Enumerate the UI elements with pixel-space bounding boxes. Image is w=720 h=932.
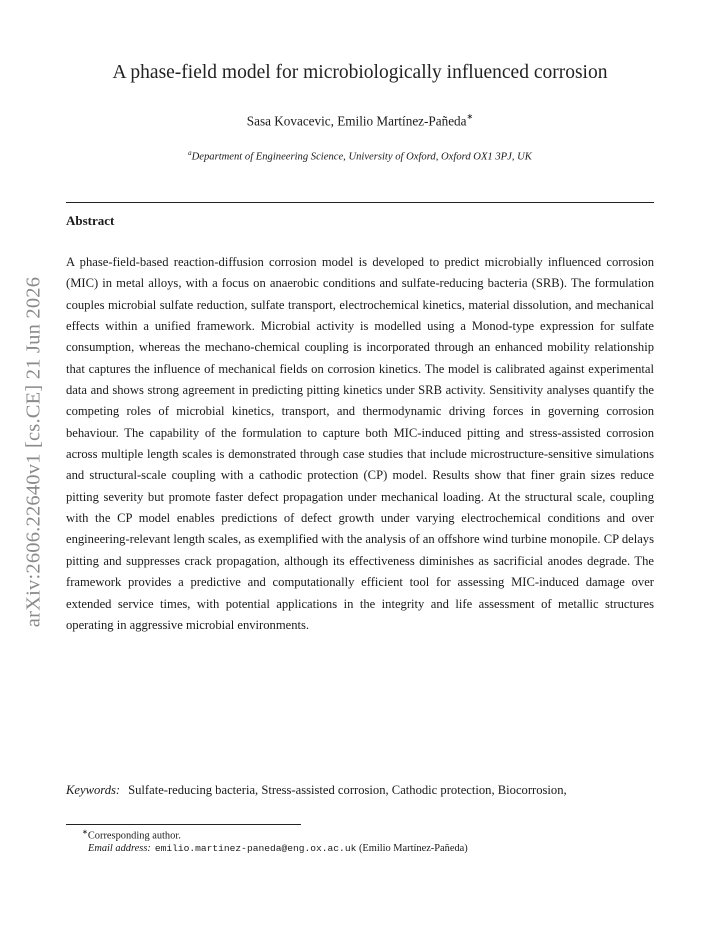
keywords-text: Sulfate-reducing bacteria, Stress-assisted corrosion, Cathodic protection, Biocorrosion, (128, 783, 567, 797)
corresponding-author-footnote (82, 828, 181, 841)
keywords-label: Keywords: (66, 783, 121, 797)
keywords-line (66, 783, 666, 798)
affiliation (66, 149, 654, 163)
abstract-heading: Abstract (66, 213, 115, 228)
author-list (66, 113, 654, 129)
arxiv-identifier-stamp: arXiv:2606.22640v1 [cs.CE] 21 Jun 2026 (22, 276, 45, 628)
corresponding-author-mark: ∗ (466, 112, 474, 121)
affiliation-mark: a (188, 149, 192, 157)
affiliation-text: Department of Engineering Science, University of Oxford, Oxford OX1 3PJ, UK (191, 151, 532, 163)
author-names: Sasa Kovacevic, Emilio Martínez-Pañeda (246, 113, 467, 129)
paper-title: A phase-field model for microbiologically influenced corrosion (112, 62, 608, 83)
footnote-text: Corresponding author. (87, 830, 181, 842)
email-owner: (Emilio Martínez-Pañeda) (358, 843, 468, 854)
email-footnote (88, 843, 468, 854)
footnote-rule (66, 824, 301, 825)
abstract-top-rule (66, 202, 654, 203)
email-address-link[interactable]: emilio.martinez-paneda@eng.ox.ac.uk (154, 843, 357, 854)
abstract-body: A phase-field-based reaction-diffusion corrosion model is developed to predict microbially influenced corrosion (MIC) in metal alloys, with a focus on anaerobic conditions and sulfate-reducing bacteria (SRB). The formulation couples microbial sulfate reduction, sulfate transport, electrochemical kinetics, material dissolution, and mechanical effects within a unified framework. Microbial activity is modelled using a Monod-type expression for sulfate consumption, whereas the mechano-chemical coupling is incorporated through an enhanced mobility relationship that captures the influence of mechanical fields on corrosion kinetics. The model is calibrated against experimental data and shows strong agreement in predicting pitting kinetics under SRB activity. Sensitivity analyses quantify the competing roles of microbial kinetics, transport, and thermodynamic driving forces in governing corrosion behaviour. The capability of the formulation to capture both MIC-induced pitting and stress-assisted corrosion across multiple length scales is demonstrated through case studies that include microstructure-sensitive simulations and structural-scale coupling with a cathodic protection (CP) model. Results show that finer grain sizes reduce pitting severity but promote faster defect propagation under mechanical loading. At the structural scale, coupling with the CP model enables predictions of defect growth under varying electrochemical conditions and over engineering-relevant length scales, as exemplified with the analysis of an offshore wind turbine monopile. CP delays pitting and suppresses crack propagation, although its effectiveness diminishes as sacrificial anodes degrade. The framework provides a predictive and computationally efficient tool for assessing MIC-induced damage over extended service times, with potential applications in the integrity and life assessment of metallic structures operating in aggressive microbial environments. (66, 255, 654, 632)
email-label: Email address: (88, 843, 151, 854)
footnote-mark: ∗ (82, 828, 88, 836)
